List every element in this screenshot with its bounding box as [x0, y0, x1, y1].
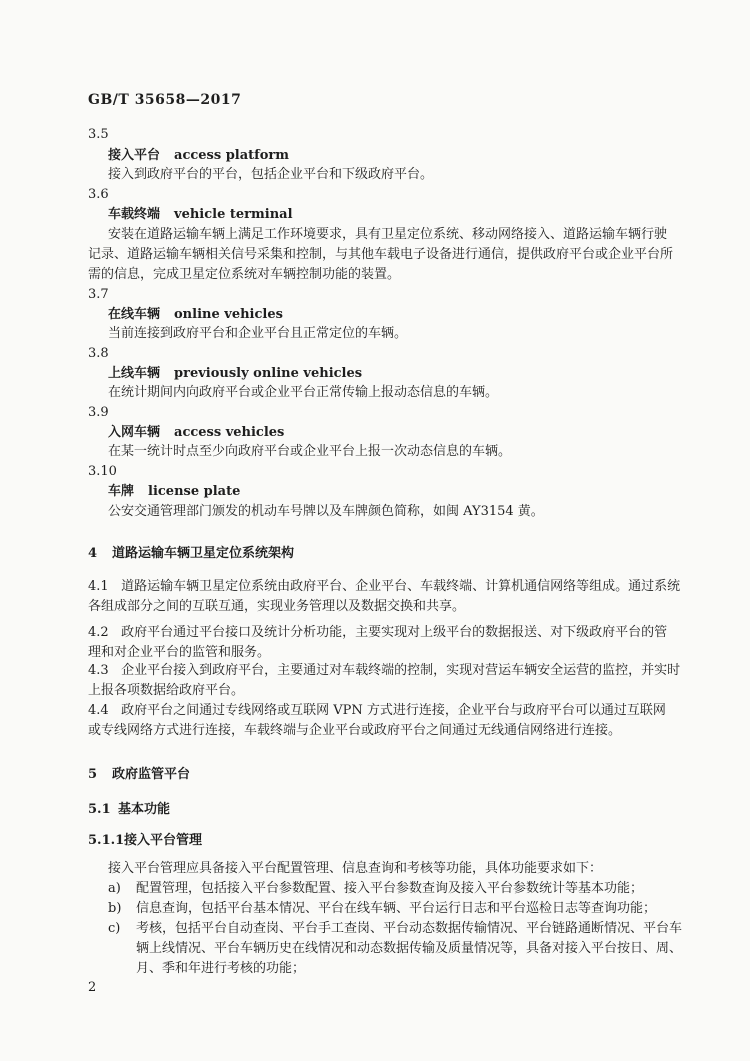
clause-text: 上报各项数据给政府平台。 — [88, 683, 245, 698]
list-label: b) — [108, 901, 122, 916]
intro-text: 接入平台管理应具备接入平台配置管理、信息查询和考核等功能，具体功能要求如下： — [108, 861, 603, 876]
list-text: 配置管理，包括接入平台参数配置、接入平台参数查询及接入平台参数统计等基本功能； — [136, 881, 644, 896]
page-number: 2 — [88, 980, 97, 995]
list-label: a) — [108, 881, 121, 896]
list-text: 月、季和年进行考核的功能； — [136, 961, 306, 976]
list-item — [108, 900, 656, 918]
subsection-title: 基本功能 — [118, 802, 171, 817]
term-title — [108, 206, 293, 224]
term-zh: 在线车辆 — [108, 307, 161, 322]
clause-text: 各组成部分之间的互联互通，实现业务管理以及数据交换和共享。 — [88, 599, 466, 614]
section-title: 政府监管平台 — [112, 767, 191, 782]
clause-line — [88, 662, 680, 680]
clause-line — [88, 624, 667, 642]
list-item — [108, 880, 643, 898]
term-en: online vehicles — [174, 307, 283, 322]
term-en: access platform — [174, 148, 290, 163]
term-en: previously online vehicles — [174, 366, 363, 381]
term-en: vehicle terminal — [174, 207, 293, 222]
term-definition: 在统计期间内向政府平台或企业平台正常传输上报动态信息的车辆。 — [108, 385, 499, 400]
clause-text: 道路运输车辆卫星定位系统由政府平台、企业平台、车载终端、计算机通信网络等组成。通过系统 — [121, 579, 681, 594]
term-definition: 当前连接到政府平台和企业平台且正常定位的车辆。 — [108, 326, 408, 341]
term-title — [108, 306, 283, 324]
term-title — [108, 147, 289, 165]
list-text: 信息查询，包括平台基本情况、平台在线车辆、平台运行日志和平台巡检日志等查询功能； — [136, 901, 657, 916]
term-definition: 公安交通管理部门颁发的机动车号牌以及车牌颜色简称，如闽 AY3154 黄。 — [108, 504, 544, 519]
clause-text: 企业平台接入到政府平台，主要通过对车载终端的控制，实现对营运车辆安全运营的监控，并实时 — [121, 663, 681, 678]
term-number: 3.8 — [88, 346, 109, 361]
section-title: 道路运输车辆卫星定位系统架构 — [112, 546, 295, 561]
term-en: access vehicles — [174, 425, 285, 440]
subsection-heading — [88, 798, 170, 817]
list-text: 考核，包括平台自动查岗、平台手工查岗、平台动态数据传输情况、平台链路通断情况、平台车 — [136, 921, 683, 936]
term-title — [108, 424, 284, 442]
term-number: 3.5 — [88, 127, 109, 142]
term-definition: 安装在道路运输车辆上满足工作环境要求，具有卫星定位系统、移动网络接入、道路运输车辆行驶 — [108, 227, 668, 242]
clause-line — [88, 578, 680, 596]
subsubsection-title: 接入平台管理 — [124, 833, 203, 848]
term-zh: 车牌 — [108, 484, 135, 499]
list-label: c) — [108, 921, 121, 936]
clause-text: 政府平台之间通过专线网络或互联网 VPN 方式进行连接，企业平台与政府平台可以通过互联网 — [121, 703, 666, 718]
list-text: 辆上线情况、平台车辆历史在线情况和动态数据传输及质量情况等，具备对接入平台按日、周、 — [136, 941, 683, 956]
standard-code: GB/T 35658—2017 — [88, 92, 242, 108]
clause-text: 或专线网络方式进行连接，车载终端与企业平台或政府平台之间通过无线通信网络进行连接。 — [88, 723, 622, 738]
term-zh: 上线车辆 — [108, 366, 161, 381]
section-heading — [88, 542, 294, 561]
clause-number: 4.4 — [88, 703, 109, 718]
term-number: 3.6 — [88, 187, 109, 202]
term-zh: 车载终端 — [108, 207, 161, 222]
clause-number: 4.2 — [88, 625, 109, 640]
term-number: 3.10 — [88, 464, 117, 479]
term-zh: 接入平台 — [108, 148, 161, 163]
term-number: 3.9 — [88, 405, 109, 420]
term-number: 3.7 — [88, 287, 109, 302]
clause-text: 理和对企业平台的监管和服务。 — [88, 645, 271, 660]
clause-line — [88, 702, 666, 720]
term-definition: 需的信息，完成卫星定位系统对车辆控制功能的装置。 — [88, 267, 401, 282]
term-definition: 接入到政府平台的平台，包括企业平台和下级政府平台。 — [108, 167, 434, 182]
term-definition: 记录、道路运输车辆相关信号采集和控制，与其他车载电子设备进行通信，提供政府平台或企业平台所 — [88, 247, 674, 262]
term-en: license plate — [148, 484, 241, 499]
term-zh: 入网车辆 — [108, 425, 161, 440]
section-number: 5 — [88, 767, 98, 782]
clause-number: 4.3 — [88, 663, 109, 678]
subsubsection-number: 5.1.1 — [88, 833, 125, 848]
term-title — [108, 365, 362, 383]
clause-number: 4.1 — [88, 579, 109, 594]
clause-text: 政府平台通过平台接口及统计分析功能，主要实现对上级平台的数据报送、对下级政府平台的管 — [121, 625, 668, 640]
term-definition: 在某一统计时点至少向政府平台或企业平台上报一次动态信息的车辆。 — [108, 444, 512, 459]
subsubsection-heading — [88, 829, 202, 848]
section-heading — [88, 763, 190, 782]
list-item — [108, 920, 682, 938]
subsection-number: 5.1 — [88, 802, 111, 817]
section-number: 4 — [88, 546, 98, 561]
term-title — [108, 483, 240, 501]
